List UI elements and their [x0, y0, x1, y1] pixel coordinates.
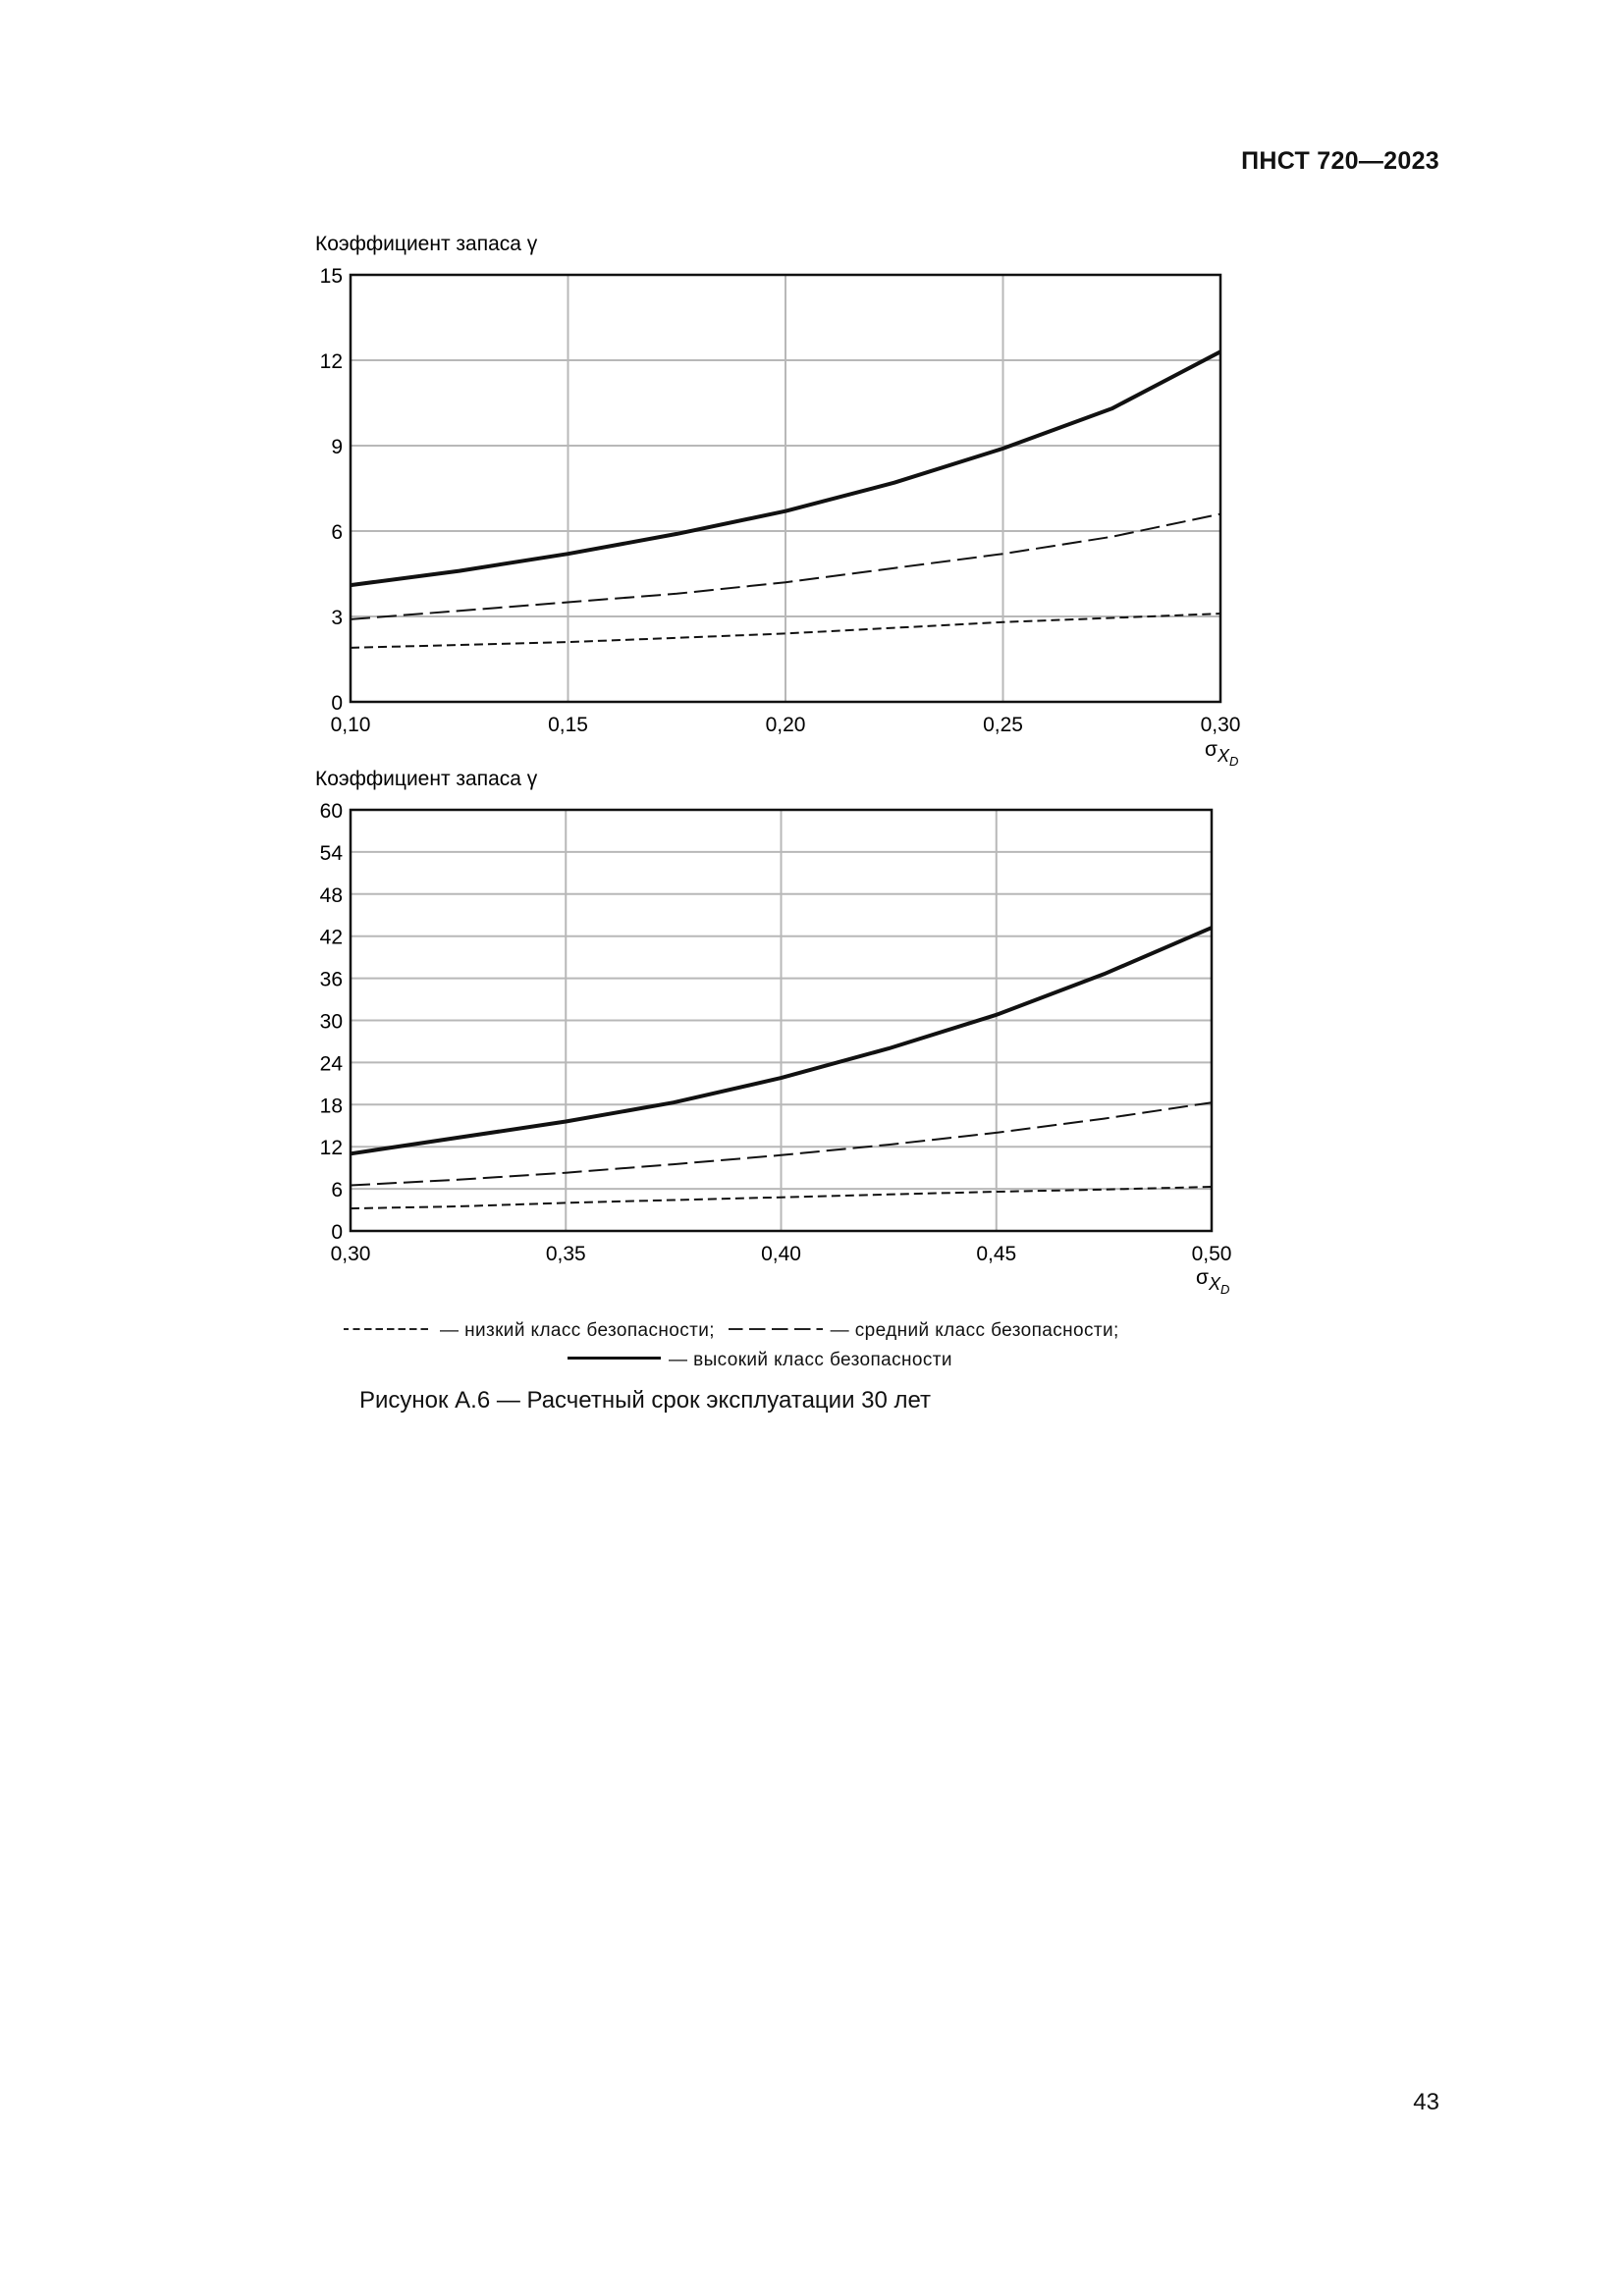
x-tick-label: 0,25: [983, 714, 1023, 736]
y-tick-label: 0: [331, 1221, 343, 1244]
y-tick-label: 18: [319, 1095, 343, 1118]
x-axis-label: σXD: [1196, 1266, 1230, 1297]
y-tick-label: 6: [331, 1179, 343, 1202]
x-tick-label: 0,30: [330, 1243, 371, 1265]
y-tick-label: 60: [319, 800, 343, 823]
y-tick-label: 12: [319, 350, 343, 373]
y-tick-label: 30: [319, 1010, 343, 1034]
y-tick-label: 6: [331, 521, 343, 544]
legend-swatch-high: [568, 1357, 661, 1360]
x-tick-label: 0,45: [976, 1243, 1017, 1265]
y-tick-label: 42: [319, 926, 343, 949]
legend-swatch-mid: [729, 1328, 823, 1330]
y-tick-label: 48: [319, 883, 343, 907]
y-tick-label: 36: [319, 968, 343, 991]
x-tick-label: 0,35: [545, 1243, 586, 1265]
legend-swatch-low: [344, 1328, 432, 1330]
page-number: 43: [1413, 2089, 1439, 2115]
y-tick-label: 15: [319, 265, 343, 288]
y-tick-label: 54: [319, 841, 343, 865]
x-tick-label: 0,40: [761, 1243, 801, 1265]
legend-label-high: — высокий класс безопасности: [669, 1350, 952, 1370]
legend-label-mid: — средний класс безопасности;: [830, 1320, 1119, 1341]
x-tick-label: 0,10: [330, 714, 371, 736]
x-axis-label: σXD: [1205, 738, 1239, 769]
y-tick-label: 0: [331, 692, 343, 715]
legend-label-low: — низкий класс безопасности;: [440, 1320, 715, 1341]
y-tick-label: 24: [319, 1052, 343, 1076]
x-tick-label: 0,50: [1191, 1243, 1232, 1265]
y-tick-label: 9: [331, 436, 343, 458]
y-tick-label: 3: [331, 607, 343, 629]
x-tick-label: 0,20: [765, 714, 806, 736]
figure-caption: [0, 1387, 1624, 1415]
document-code: ПНСТ 720—2023: [1241, 147, 1439, 175]
y-axis-label: Коэффициент запаса γ: [315, 768, 538, 790]
y-tick-label: 12: [319, 1137, 343, 1160]
figure-caption-text: Рисунок А.6 — Расчетный срок эксплуатации 30 лет: [358, 1387, 932, 1414]
x-tick-label: 0,30: [1200, 714, 1241, 736]
x-tick-label: 0,15: [548, 714, 588, 736]
y-axis-label: Коэффициент запаса γ: [315, 233, 538, 255]
